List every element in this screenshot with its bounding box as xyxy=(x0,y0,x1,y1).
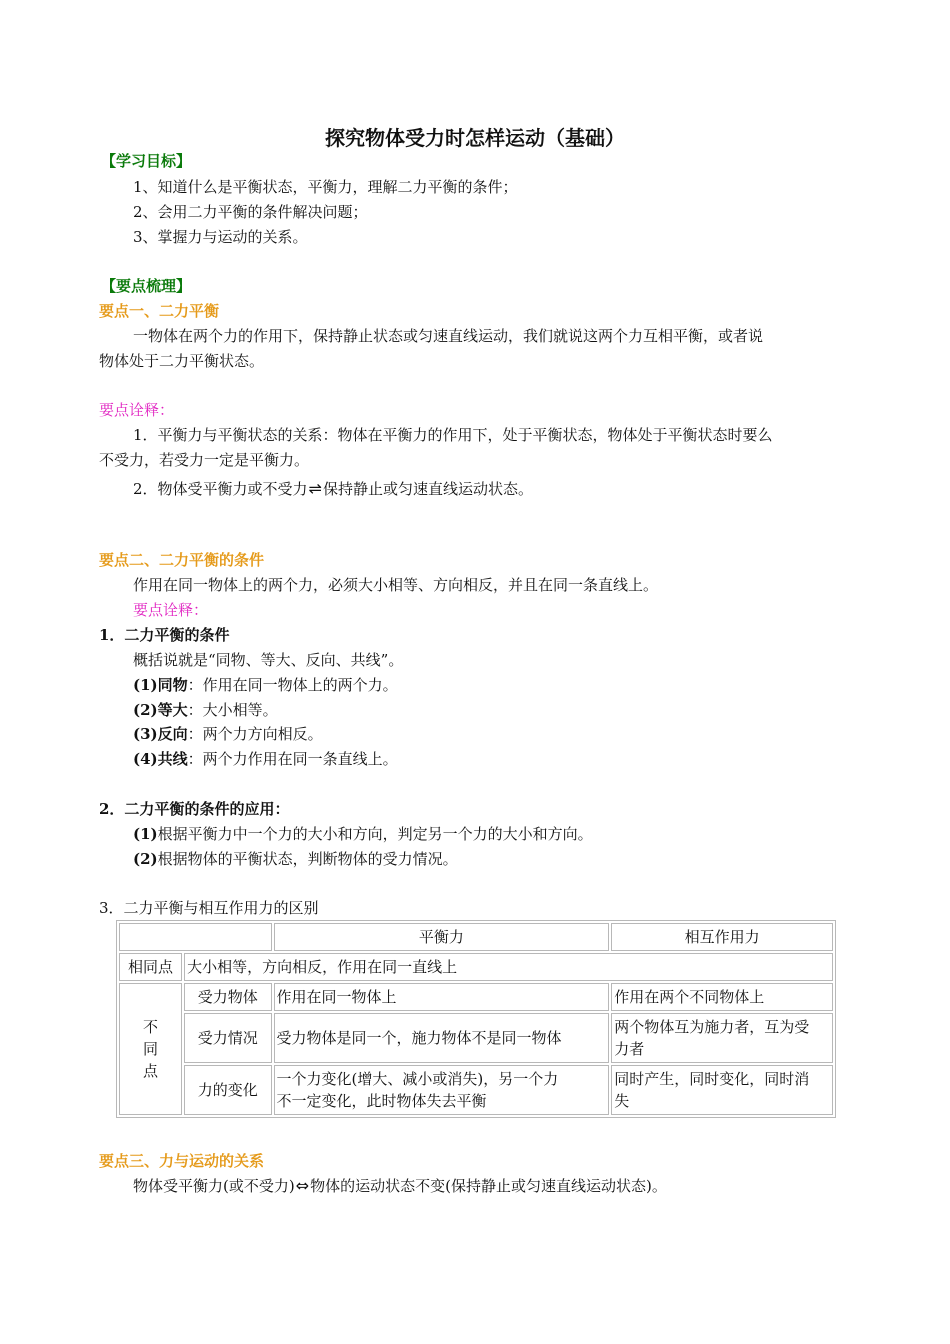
sub1-item-text: ：两个力作用在同一条直线上。 xyxy=(187,750,398,768)
table-cell-line: 不一定变化，此时物体失去平衡 xyxy=(276,1092,487,1110)
sub1-item-text: ：作用在同一物体上的两个力。 xyxy=(187,676,398,694)
point1-heading: 要点一、二力平衡 xyxy=(99,302,220,320)
point3-post: 物体的运动状态不变(保持静止或匀速直线运动状态)。 xyxy=(310,1177,667,1195)
table-diff-char: 同 xyxy=(143,1040,159,1058)
sub1-item-label: (1)同物 xyxy=(133,676,188,694)
goal-item: 3、掌握力与运动的关系。 xyxy=(133,228,308,246)
table-same-text: 大小相等，方向相反，作用在同一直线上 xyxy=(184,953,833,981)
summary-heading: 【要点梳理】 xyxy=(101,277,192,295)
point2-note-heading: 要点诠释： xyxy=(133,601,209,619)
table-cell-line: 失 xyxy=(614,1092,630,1110)
table-row xyxy=(119,1065,833,1115)
sub1-intro: 概括说就是“同物、等大、反向、共线”。 xyxy=(133,651,404,669)
table-cell-interaction: 作用在两个不同物体上 xyxy=(611,983,833,1011)
sub1-item-text: ：两个力方向相反。 xyxy=(187,725,323,743)
point1-note2-pre: 2．物体受平衡力或不受力 xyxy=(133,480,308,498)
goals-heading: 【学习目标】 xyxy=(101,152,192,170)
comparison-table xyxy=(116,920,836,1118)
table-row-label: 受力情况 xyxy=(184,1013,271,1063)
table-cell-line: 两个物体互为施力者，互为受 xyxy=(614,1018,810,1036)
point3-heading: 要点三、力与运动的关系 xyxy=(99,1152,265,1170)
table-cell-balance: 受力物体是同一个，施力物体不是同一物体 xyxy=(274,1013,610,1063)
table-row xyxy=(119,953,833,981)
point1-note-heading: 要点诠释： xyxy=(99,401,175,419)
table-row xyxy=(119,983,833,1011)
sub2-item-label: (1) xyxy=(133,825,158,843)
sub2-item-label: (2) xyxy=(133,850,158,868)
table-cell-line: 同时产生，同时变化，同时消 xyxy=(614,1070,810,1088)
sub1-item-text: ：大小相等。 xyxy=(187,701,278,719)
table-header-interaction: 相互作用力 xyxy=(611,923,833,951)
point3-pre: 物体受平衡力(或不受力) xyxy=(133,1177,295,1195)
goal-item: 1、知道什么是平衡状态，平衡力，理解二力平衡的条件； xyxy=(133,178,518,196)
sub1-item-label: (2)等大 xyxy=(133,701,188,719)
sub1-item xyxy=(133,748,398,770)
equilibrium-arrow-icon: ⇌ xyxy=(308,479,322,498)
table-diff-char: 点 xyxy=(143,1062,159,1080)
table-cell-line: 一个力变化(增大、减小或消失)，另一个力 xyxy=(276,1070,559,1088)
sub1-heading: 1．二力平衡的条件 xyxy=(99,626,230,644)
table-row-label: 力的变化 xyxy=(184,1065,271,1115)
sub2-item xyxy=(133,823,593,845)
point1-note1-line1: 1．平衡力与平衡状态的关系：物体在平衡力的作用下，处于平衡状态，物体处于平衡状态时要么 xyxy=(133,426,773,444)
table-row xyxy=(119,1013,833,1063)
table-cell-line: 力者 xyxy=(614,1040,645,1058)
point1-note2-post: 保持静止或匀速直线运动状态。 xyxy=(322,480,533,498)
sub3-heading: 3．二力平衡与相互作用力的区别 xyxy=(99,899,319,917)
table-cell-interaction xyxy=(611,1065,833,1115)
sub1-item xyxy=(133,674,398,696)
sub1-item-label: (3)反向 xyxy=(133,725,188,743)
table-same-label: 相同点 xyxy=(119,953,182,981)
point2-text: 作用在同一物体上的两个力，必须大小相等、方向相反，并且在同一条直线上。 xyxy=(133,576,659,594)
table-diff-label xyxy=(119,983,182,1115)
table-header-balance: 平衡力 xyxy=(274,923,610,951)
sub1-item-label: (4)共线 xyxy=(133,750,188,768)
sub2-heading: 2．二力平衡的条件的应用： xyxy=(99,800,290,818)
table-corner-cell xyxy=(119,923,272,951)
point1-text-line1: 一物体在两个力的作用下，保持静止状态或匀速直线运动，我们就说这两个力互相平衡，或者说 xyxy=(133,327,764,345)
table-row-label: 受力物体 xyxy=(184,983,271,1011)
table-diff-char: 不 xyxy=(143,1018,159,1036)
point1-note2 xyxy=(133,478,533,500)
sub1-item xyxy=(133,723,323,745)
page-title: 探究物体受力时怎样运动（基础） xyxy=(325,126,625,150)
point3-text xyxy=(133,1175,667,1197)
sub1-item xyxy=(133,699,278,721)
sub2-item-text: 根据平衡力中一个力的大小和方向，判定另一个力的大小和方向。 xyxy=(157,825,593,843)
point1-note1-line2: 不受力，若受力一定是平衡力。 xyxy=(99,451,310,469)
table-header-row xyxy=(119,923,833,951)
double-arrow-icon: ⇔ xyxy=(295,1176,310,1195)
table-cell-balance: 作用在同一物体上 xyxy=(274,983,610,1011)
point2-heading: 要点二、二力平衡的条件 xyxy=(99,551,265,569)
sub2-item-text: 根据物体的平衡状态，判断物体的受力情况。 xyxy=(157,850,458,868)
point1-text-line2: 物体处于二力平衡状态。 xyxy=(99,352,265,370)
sub2-item xyxy=(133,848,458,870)
table-cell-balance xyxy=(274,1065,610,1115)
goal-item: 2、会用二力平衡的条件解决问题； xyxy=(133,203,368,221)
table-cell-interaction xyxy=(611,1013,833,1063)
